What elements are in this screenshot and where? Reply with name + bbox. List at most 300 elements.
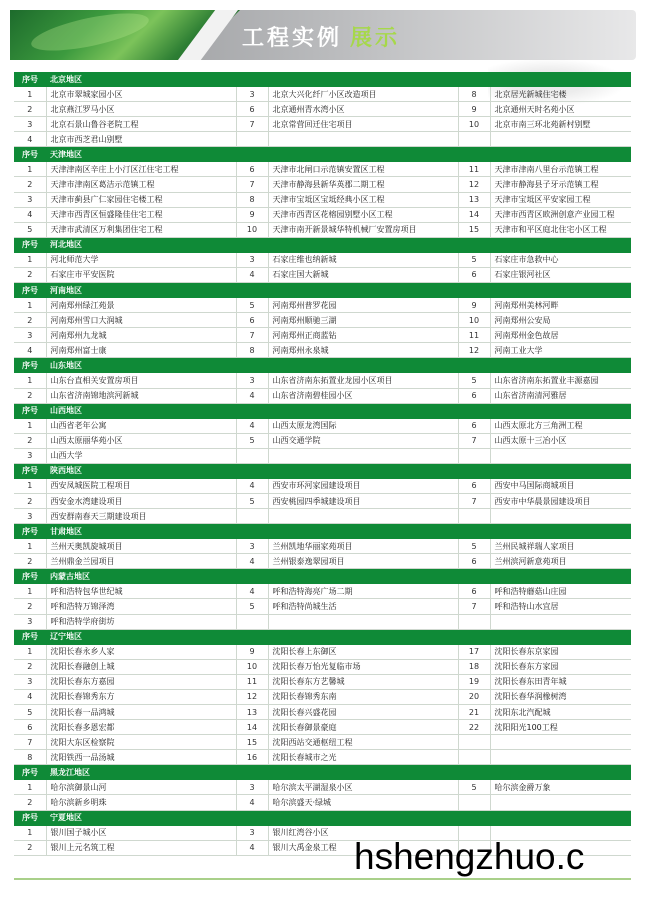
project-number: 6	[458, 478, 490, 493]
project-number: 1	[14, 418, 46, 433]
project-name: 沈阳长春兴盛花园	[268, 705, 458, 720]
project-number: 5	[458, 539, 490, 554]
project-name: 呼和浩特万锦泽湾	[46, 599, 236, 614]
project-name: 呼和浩特海亮广场二期	[268, 584, 458, 599]
region-name: 天津地区	[46, 147, 631, 162]
project-name: 北京通州天时名苑小区	[490, 102, 631, 117]
project-row	[14, 117, 631, 132]
project-number: 14	[236, 720, 268, 735]
project-name: 石家庄国大新城	[268, 267, 458, 282]
region-name: 宁夏地区	[46, 810, 631, 825]
project-row	[14, 313, 631, 328]
project-number: 5	[236, 493, 268, 508]
project-number	[458, 750, 490, 765]
project-name: 天津市和平区庭北住宅小区工程	[490, 222, 631, 237]
project-row	[14, 493, 631, 508]
project-row	[14, 177, 631, 192]
project-name: 北京常营回迁住宅项目	[268, 117, 458, 132]
project-number	[458, 795, 490, 810]
project-name: 天津市武清区万利集团住宅工程	[46, 222, 236, 237]
project-number: 10	[458, 313, 490, 328]
project-name	[490, 795, 631, 810]
project-number	[458, 614, 490, 629]
project-row	[14, 659, 631, 674]
project-number: 11	[458, 328, 490, 343]
project-name: 河南郑州金色故居	[490, 328, 631, 343]
project-number	[458, 448, 490, 463]
project-number: 5	[236, 298, 268, 313]
project-row	[14, 448, 631, 463]
project-number: 4	[236, 478, 268, 493]
project-number: 4	[14, 343, 46, 358]
project-name: 河南郑州顺驰三湖	[268, 313, 458, 328]
project-name: 沈阳长春锦秀东南	[268, 689, 458, 704]
project-number: 7	[458, 433, 490, 448]
project-name	[490, 132, 631, 147]
project-number: 12	[458, 343, 490, 358]
region-header-row	[14, 629, 631, 644]
project-number: 9	[236, 207, 268, 222]
project-number: 1	[14, 87, 46, 102]
project-row	[14, 343, 631, 358]
region-header-row	[14, 463, 631, 478]
project-number: 15	[236, 735, 268, 750]
index-column-header: 序号	[14, 147, 46, 162]
project-number: 3	[236, 87, 268, 102]
project-name: 呼和浩特蘑菇山庄园	[490, 584, 631, 599]
project-name	[490, 735, 631, 750]
project-name: 沈阳长春东方嘉园	[46, 674, 236, 689]
region-name: 辽宁地区	[46, 629, 631, 644]
project-number: 5	[236, 599, 268, 614]
project-name: 山西太原丽华苑小区	[46, 433, 236, 448]
index-column-header: 序号	[14, 358, 46, 373]
project-number	[236, 448, 268, 463]
project-number: 1	[14, 478, 46, 493]
project-number: 16	[236, 750, 268, 765]
project-number: 1	[14, 539, 46, 554]
project-number: 12	[236, 689, 268, 704]
project-name: 哈尔滨金爵万象	[490, 780, 631, 795]
region-header-row	[14, 524, 631, 539]
project-number: 6	[458, 418, 490, 433]
project-name: 兰州滨河新意苑项目	[490, 554, 631, 569]
project-row	[14, 539, 631, 554]
project-number: 2	[14, 177, 46, 192]
project-number: 21	[458, 705, 490, 720]
project-name: 天津市西青区花榕园别墅小区工程	[268, 207, 458, 222]
project-name: 银川大禹金泉工程	[268, 840, 458, 855]
project-number: 13	[236, 705, 268, 720]
project-row	[14, 780, 631, 795]
project-number: 10	[236, 222, 268, 237]
project-name: 沈阳长春上东御区	[268, 644, 458, 659]
project-row	[14, 478, 631, 493]
project-number: 2	[14, 433, 46, 448]
project-name: 山东省济南清河雅居	[490, 388, 631, 403]
project-number: 13	[458, 192, 490, 207]
project-name: 北京居光新城住宅楼	[490, 87, 631, 102]
project-row	[14, 433, 631, 448]
index-column-header: 序号	[14, 524, 46, 539]
project-row	[14, 388, 631, 403]
project-name: 沈阳长春东方艺馨城	[268, 674, 458, 689]
project-name: 沈阳长春东京家园	[490, 644, 631, 659]
project-number: 3	[236, 539, 268, 554]
project-name: 山东省济南东拓置业龙园小区项目	[268, 373, 458, 388]
project-row	[14, 674, 631, 689]
project-row	[14, 222, 631, 237]
project-row	[14, 102, 631, 117]
project-name: 天津市西青区恒盛隆佳住宅工程	[46, 207, 236, 222]
project-number: 8	[14, 750, 46, 765]
project-number: 6	[14, 720, 46, 735]
project-name: 兰州鼎金兰园项目	[46, 554, 236, 569]
project-name: 沈阳东北汽配城	[490, 705, 631, 720]
project-number: 3	[14, 614, 46, 629]
project-number: 7	[236, 328, 268, 343]
project-number: 3	[236, 252, 268, 267]
region-header-row	[14, 358, 631, 373]
project-number: 2	[14, 388, 46, 403]
project-number	[458, 132, 490, 147]
project-number	[458, 735, 490, 750]
project-name: 呼和浩特山水宜居	[490, 599, 631, 614]
project-number: 3	[236, 825, 268, 840]
project-number: 1	[14, 825, 46, 840]
project-name: 沈阳长春万怡光复临市场	[268, 659, 458, 674]
project-name: 沈阳长春御景豪庭	[268, 720, 458, 735]
project-number: 6	[236, 162, 268, 177]
index-column-header: 序号	[14, 72, 46, 87]
project-name	[268, 448, 458, 463]
project-name: 山西省老年公寓	[46, 418, 236, 433]
project-row	[14, 252, 631, 267]
project-name: 兰州凯地华丽家苑项目	[268, 539, 458, 554]
project-row	[14, 87, 631, 102]
project-number: 4	[236, 840, 268, 855]
project-number: 17	[458, 644, 490, 659]
region-name: 山西地区	[46, 403, 631, 418]
project-number: 4	[236, 554, 268, 569]
project-name: 北京大兴化纤厂小区改造项目	[268, 87, 458, 102]
project-number: 7	[236, 117, 268, 132]
project-name: 山东省济南碧桂园小区	[268, 388, 458, 403]
project-number: 3	[14, 117, 46, 132]
project-name: 兰州民城祥瑞人家项目	[490, 539, 631, 554]
project-name: 河南郑州公安局	[490, 313, 631, 328]
project-number: 9	[458, 298, 490, 313]
project-name: 哈尔滨太平湖湿泉小区	[268, 780, 458, 795]
project-number: 4	[236, 795, 268, 810]
project-name: 西安凤城医院工程项目	[46, 478, 236, 493]
project-name: 北京市西芝君山别墅	[46, 132, 236, 147]
project-number: 6	[236, 313, 268, 328]
project-name: 天津市南开新景城华特机械厂安置房项目	[268, 222, 458, 237]
project-number: 2	[14, 840, 46, 855]
project-number: 22	[458, 720, 490, 735]
project-name	[268, 614, 458, 629]
project-name: 呼和浩特学府街坊	[46, 614, 236, 629]
project-number: 6	[458, 584, 490, 599]
project-name: 石家庄市急救中心	[490, 252, 631, 267]
project-row	[14, 720, 631, 735]
project-number: 3	[14, 674, 46, 689]
project-number: 14	[458, 207, 490, 222]
project-number: 6	[458, 388, 490, 403]
project-name: 北京石景山鲁谷老院工程	[46, 117, 236, 132]
index-column-header: 序号	[14, 765, 46, 780]
project-name: 河南郑州美林河畔	[490, 298, 631, 313]
watermark-text: hshengzhuo.c	[354, 836, 585, 877]
project-row	[14, 644, 631, 659]
project-row	[14, 373, 631, 388]
project-number: 1	[14, 298, 46, 313]
footer-divider	[14, 878, 631, 880]
project-number: 20	[458, 689, 490, 704]
project-row	[14, 614, 631, 629]
project-number	[458, 509, 490, 524]
project-name: 兰州银泰逸翠园项目	[268, 554, 458, 569]
project-row	[14, 328, 631, 343]
project-name: 河南郑州正商蓝钻	[268, 328, 458, 343]
project-row	[14, 162, 631, 177]
project-number: 2	[14, 313, 46, 328]
project-name: 沈阳铁西一品汤城	[46, 750, 236, 765]
project-name: 山西太原北方三角洲工程	[490, 418, 631, 433]
project-name: 北京燕江罗马小区	[46, 102, 236, 117]
project-row	[14, 192, 631, 207]
project-number: 4	[236, 584, 268, 599]
project-number: 12	[458, 177, 490, 192]
project-number: 7	[236, 177, 268, 192]
project-name: 沈阳长春东方家园	[490, 659, 631, 674]
project-row	[14, 418, 631, 433]
project-name	[490, 614, 631, 629]
project-name: 西安中马国际商城项目	[490, 478, 631, 493]
project-name: 河南郑州富士康	[46, 343, 236, 358]
project-name: 河南郑州九龙城	[46, 328, 236, 343]
project-name: 天津市静海县子牙示范镇工程	[490, 177, 631, 192]
project-number: 19	[458, 674, 490, 689]
project-name: 沈阳长春多恩宏都	[46, 720, 236, 735]
project-row	[14, 750, 631, 765]
project-number: 8	[236, 192, 268, 207]
project-name: 银川上元名筑工程	[46, 840, 236, 855]
project-name: 哈尔滨新乡明珠	[46, 795, 236, 810]
region-name: 甘肃地区	[46, 524, 631, 539]
project-number: 18	[458, 659, 490, 674]
region-name: 山东地区	[46, 358, 631, 373]
project-number: 4	[14, 689, 46, 704]
project-number: 4	[236, 388, 268, 403]
project-name	[268, 132, 458, 147]
project-number: 6	[236, 102, 268, 117]
project-name: 山西大学	[46, 448, 236, 463]
index-column-header: 序号	[14, 629, 46, 644]
project-number: 5	[14, 705, 46, 720]
region-header-row	[14, 72, 631, 87]
project-name: 天津市津南八里台示范镇工程	[490, 162, 631, 177]
project-name: 北京市南三环北苑新村别墅	[490, 117, 631, 132]
project-number: 1	[14, 252, 46, 267]
project-name: 沈阳大东区检察院	[46, 735, 236, 750]
index-column-header: 序号	[14, 237, 46, 252]
region-name: 河北地区	[46, 237, 631, 252]
project-number: 5	[458, 780, 490, 795]
project-name: 哈尔滨盛天·绿城	[268, 795, 458, 810]
project-name	[490, 448, 631, 463]
project-number: 6	[458, 554, 490, 569]
project-number: 3	[14, 328, 46, 343]
project-number: 8	[236, 343, 268, 358]
project-name: 兰州天奥凯旋城项目	[46, 539, 236, 554]
project-name: 山西交通学院	[268, 433, 458, 448]
project-name: 沈阳长春华润橡树湾	[490, 689, 631, 704]
project-row	[14, 705, 631, 720]
project-table	[14, 72, 631, 856]
project-number: 7	[458, 599, 490, 614]
project-name: 沈阳长春锦秀东方	[46, 689, 236, 704]
project-name: 沈阳长春城市之光	[268, 750, 458, 765]
project-number: 11	[236, 674, 268, 689]
project-name: 沈阳长春一品鸿城	[46, 705, 236, 720]
project-row	[14, 599, 631, 614]
project-number: 4	[236, 267, 268, 282]
project-number	[236, 132, 268, 147]
project-number: 2	[14, 493, 46, 508]
project-name: 北京通州青水湾小区	[268, 102, 458, 117]
project-number: 9	[458, 102, 490, 117]
project-number	[236, 614, 268, 629]
project-number: 9	[236, 644, 268, 659]
region-header-row	[14, 403, 631, 418]
project-name: 河南郑州普罗花园	[268, 298, 458, 313]
project-row	[14, 207, 631, 222]
project-row	[14, 298, 631, 313]
project-name	[490, 750, 631, 765]
project-name: 山西太原十三冶小区	[490, 433, 631, 448]
project-name: 呼和浩特包华世纪城	[46, 584, 236, 599]
project-number: 2	[14, 267, 46, 282]
project-row	[14, 735, 631, 750]
project-name: 山东省济南东拓置业丰源嘉园	[490, 373, 631, 388]
project-row	[14, 795, 631, 810]
project-number: 2	[14, 599, 46, 614]
project-name: 沈阳长春东田青年城	[490, 674, 631, 689]
project-number: 4	[14, 132, 46, 147]
project-name: 河南郑州绿江苑景	[46, 298, 236, 313]
project-number: 1	[14, 373, 46, 388]
project-name: 天津市蓟县广仁家园住宅楼工程	[46, 192, 236, 207]
project-name	[490, 509, 631, 524]
project-number: 6	[458, 267, 490, 282]
project-row	[14, 267, 631, 282]
project-number: 3	[236, 780, 268, 795]
project-name	[268, 509, 458, 524]
project-row	[14, 554, 631, 569]
project-number: 3	[236, 373, 268, 388]
project-name: 山西太原龙湾国际	[268, 418, 458, 433]
index-column-header: 序号	[14, 403, 46, 418]
project-number: 1	[14, 780, 46, 795]
project-name: 沈阳阳光100工程	[490, 720, 631, 735]
region-header-row	[14, 810, 631, 825]
project-name: 沈阳长春永乡人家	[46, 644, 236, 659]
project-name: 天津市西青区欧洲创意产业园工程	[490, 207, 631, 222]
project-number: 3	[14, 509, 46, 524]
project-number: 7	[458, 493, 490, 508]
project-number: 3	[14, 448, 46, 463]
region-header-row	[14, 147, 631, 162]
project-name: 银川红湾谷小区	[268, 825, 458, 840]
index-column-header: 序号	[14, 463, 46, 478]
project-number: 7	[14, 735, 46, 750]
project-name: 银川国子城小区	[46, 825, 236, 840]
region-name: 陕西地区	[46, 463, 631, 478]
project-number: 5	[458, 252, 490, 267]
project-name: 西安金水湾建设项目	[46, 493, 236, 508]
project-name: 山东省济南锦地滨河新城	[46, 388, 236, 403]
project-number: 1	[14, 162, 46, 177]
project-row	[14, 689, 631, 704]
region-name: 河南地区	[46, 283, 631, 298]
header-banner	[10, 10, 636, 60]
project-number: 10	[236, 659, 268, 674]
project-row	[14, 584, 631, 599]
project-name: 北京市翠城家园小区	[46, 87, 236, 102]
region-name: 黑龙江地区	[46, 765, 631, 780]
region-header-row	[14, 283, 631, 298]
project-name: 石家庄市平安医院	[46, 267, 236, 282]
project-number: 2	[14, 795, 46, 810]
project-number: 5	[236, 433, 268, 448]
index-column-header: 序号	[14, 810, 46, 825]
project-number: 2	[14, 554, 46, 569]
project-name: 石家庄维也纳新城	[268, 252, 458, 267]
project-number: 4	[236, 418, 268, 433]
project-name: 河南郑州雪口大润城	[46, 313, 236, 328]
region-name: 北京地区	[46, 72, 631, 87]
project-name: 山东台直相关安置房项目	[46, 373, 236, 388]
project-number: 1	[14, 644, 46, 659]
project-number: 2	[14, 102, 46, 117]
project-name: 河南工业大学	[490, 343, 631, 358]
index-column-header: 序号	[14, 569, 46, 584]
title-highlight: 展示	[350, 26, 401, 51]
project-name: 天津市静海县新华英郡二期工程	[268, 177, 458, 192]
page-title	[242, 21, 400, 52]
project-number: 4	[14, 207, 46, 222]
region-name: 内蒙古地区	[46, 569, 631, 584]
project-name: 天津市津南区葛洁示范镇工程	[46, 177, 236, 192]
project-number: 1	[14, 584, 46, 599]
project-name: 石家庄银河社区	[490, 267, 631, 282]
project-row	[14, 509, 631, 524]
project-name: 西安群南春天三期建设项目	[46, 509, 236, 524]
project-number: 2	[14, 659, 46, 674]
project-number: 5	[14, 222, 46, 237]
project-name: 西安市中华晨景园建设项目	[490, 493, 631, 508]
project-name: 西安桃园四季城建设项目	[268, 493, 458, 508]
project-name: 天津津南区辛庄上小汀区江住宅工程	[46, 162, 236, 177]
project-number: 3	[14, 192, 46, 207]
project-name: 河北师范大学	[46, 252, 236, 267]
project-name: 西安市环河家园建设项目	[268, 478, 458, 493]
project-name: 天津市宝坻区平安家园工程	[490, 192, 631, 207]
project-name: 河南郑州永泉城	[268, 343, 458, 358]
project-name: 沈阳西站交通枢纽工程	[268, 735, 458, 750]
